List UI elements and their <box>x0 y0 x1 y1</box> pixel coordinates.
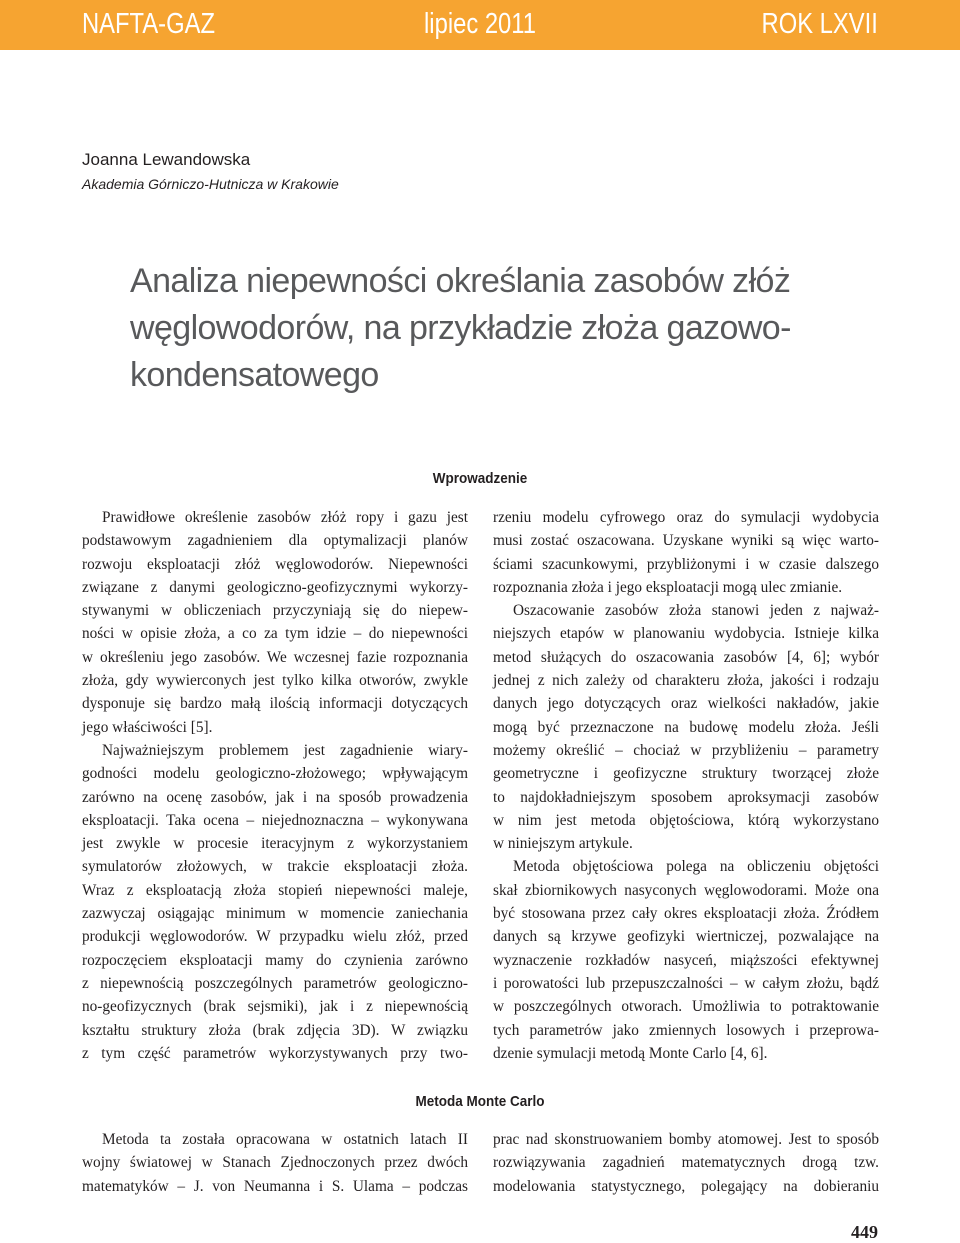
journal-name: NAFTA-GAZ <box>82 8 215 40</box>
text-line: Prawidłowe określenie zasobów złóż ropy i gazu jest <box>102 509 468 526</box>
author-name: Joanna Lewandowska <box>82 150 251 169</box>
text-line: rzeniu modelu cyfrowego oraz do symulacji wydobycia <box>493 509 879 526</box>
text-line: musi zostać oszacowana. Uzyskane wyniki są więc warto- <box>493 532 879 550</box>
text-line: rozpoznania złoża i jego eksploatacji mogą ulec zmianie. <box>493 578 843 596</box>
text-line: danych są krzywe geofizyki wiertniczej, pozwalające na <box>493 928 879 946</box>
journal-volume: ROK LXVII <box>761 8 878 40</box>
text-line: wyznaczenie rozkładów nasyceń, miąższości efektywnej <box>493 951 879 969</box>
text-line: eksploatacji. Taka ocena – niejednoznaczna – wykonywana <box>82 811 468 829</box>
text-line: niejszych etapów w planowaniu wydobycia. Istnieje kilka <box>493 625 879 643</box>
text-line: rozwiązywania zagadnień matematycznych drogą tzw. <box>493 1154 879 1172</box>
author-affiliation: Akademia Górniczo-Hutnicza w Krakowie <box>82 176 339 192</box>
article-title <box>130 258 850 399</box>
text-line: jest zwykle w procesie iteracyjnym z wykorzystaniem <box>82 835 468 853</box>
text-line: złoża, gdy wywierconych jest tylko kilka otworów, zwykle <box>82 672 468 690</box>
text-line: ściami szacunkowymi, przybliżonymi i w czasie dalszego <box>493 555 879 573</box>
text-line: produkcji węglowodorów. W przypadku wielu złóż, przed <box>82 928 468 946</box>
text-line: dysponuje się bardzo małą ilością informacji dotyczących <box>82 695 468 713</box>
text-line: stywanymi w obliczeniach przyczyniają się do niepew- <box>82 602 468 620</box>
text-line: jednej z nich zależy od charakteru złoża, jakości i rodzaju <box>493 672 879 690</box>
text-line: rozpoczęciem eksploatacji mamy do czynienia zarówno <box>82 951 468 969</box>
text-line: matematyków – J. von Neumanna i S. Ulama – podczas <box>82 1177 468 1195</box>
journal-header-bar <box>0 0 960 50</box>
text-line: modelowania statystycznego, polegający na dobieraniu <box>493 1177 879 1195</box>
text-line: mogą być przeznaczone na budowę modelu złoża. Jeśli <box>493 718 879 736</box>
text-line: Oszacowanie zasobów złoża stanowi jeden z najważ- <box>513 602 879 620</box>
text-line: być stosowana przez cały okres eksploatacji złoża. Źródłem <box>493 905 879 923</box>
text-line: w określeniu jego zasobów. We wczesnej fazie rozpoznania <box>82 648 468 666</box>
text-line: w poszczególnych otworach. Umożliwia to potraktowanie <box>493 998 879 1016</box>
text-line: godności modelu geologiczno-złożowego; wpływającym <box>82 765 468 783</box>
text-line: tych parametrów jako zmiennych losowych i przeprowa- <box>493 1021 879 1039</box>
intro-left-column <box>82 506 468 1065</box>
title-line: węglowodorów, na przykładzie złoża gazowo- <box>130 309 791 347</box>
section-heading-introduction: Wprowadzenie <box>432 470 528 487</box>
text-line: zazwyczaj osiągając minimum w momencie zaniechania <box>82 905 468 923</box>
text-line: Metoda objętościowa polega na obliczeniu objętości <box>513 858 879 876</box>
text-line: metod służących do oszacowania zasobów [4, 6]; wybór <box>493 648 879 666</box>
text-line: podstawowym zagadnieniem dla optymalizacji planów <box>82 532 468 550</box>
text-line: geometryczne i geofizyczne struktury tworzącej złoże <box>493 765 879 783</box>
text-line: to najdokładniejszym sposobem aproksymacji zasobów <box>493 788 879 806</box>
text-line: Najważniejszym problemem jest zagadnienie wiary- <box>102 741 468 759</box>
issue-date: lipiec 2011 <box>424 8 536 40</box>
text-line: rozwoju eksploatacji złóż węglowodorów. Niepewności <box>82 555 468 573</box>
text-line: symulatorów złożowych, w trakcie eksploatacji złoża. <box>82 858 468 876</box>
text-line: w niniejszym artykule. <box>493 835 633 853</box>
intro-right-column <box>493 506 879 1065</box>
text-line: z tym część parametrów wykorzystywanych przy two- <box>82 1044 468 1062</box>
monte-carlo-left-column <box>82 1128 468 1198</box>
text-line: Wraz z eksploatacją złoża stopień niepewności maleje, <box>82 881 468 899</box>
text-line: w nim jest metoda objętościowa, którą wykorzystano <box>493 811 879 829</box>
text-line: możemy określić – chociaż w przybliżeniu – parametry <box>493 741 879 759</box>
text-line: no-geofizycznych (brak sejsmiki), jak i z niepewnością <box>82 998 468 1016</box>
text-line: skał zbiornikowych nasyconych węglowodorami. Może ona <box>493 881 879 899</box>
text-line: danych jego dotyczących oraz wielkości nakładów, jakie <box>493 695 879 713</box>
text-line: ności w opisie złoża, a co za tym idzie – do niepewności <box>82 625 468 643</box>
text-line: jego właściwości [5]. <box>82 718 213 736</box>
text-line: kształtu struktury złoża (brak zdjęcia 3D). W związku <box>82 1021 468 1039</box>
page-number: 449 <box>851 1222 878 1242</box>
title-line: Analiza niepewności określania zasobów złóż <box>130 262 791 300</box>
text-line: Metoda ta została opracowana w ostatnich latach II <box>102 1131 468 1148</box>
text-line: z niepewnością poszczególnych parametrów geologiczno- <box>82 974 468 992</box>
text-line: prac nad skonstruowaniem bomby atomowej. Jest to sposób <box>493 1131 879 1148</box>
section-heading-monte-carlo: Metoda Monte Carlo <box>415 1093 545 1110</box>
title-line: kondensatowego <box>130 356 379 394</box>
text-line: i porowatości lub przepuszczalności – w całym złożu, bądź <box>493 974 879 992</box>
monte-carlo-right-column <box>493 1128 879 1198</box>
text-line: dzenie symulacji metodą Monte Carlo [4, 6]. <box>493 1044 768 1062</box>
text-line: zarówno na ocenę zasobów, jak i na sposób prowadzenia <box>82 788 468 806</box>
text-line: związane z danymi geologiczno-geofizycznymi wykorzy- <box>82 578 468 596</box>
text-line: wojny światowej w Stanach Zjednoczonych przez dwóch <box>82 1154 468 1172</box>
